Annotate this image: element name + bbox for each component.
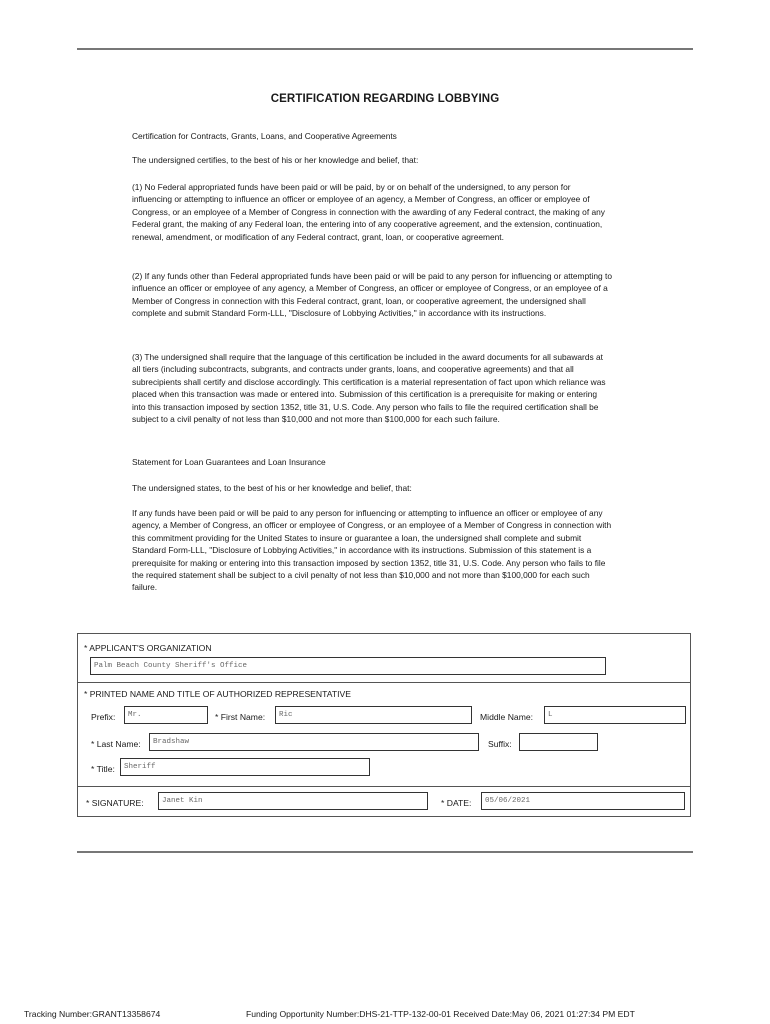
prefix-field[interactable]: Mr. <box>124 706 208 724</box>
rep-heading: * PRINTED NAME AND TITLE OF AUTHORIZED REPRESENTATIVE <box>84 689 351 699</box>
paragraph-4: If any funds have been paid or will be paid to any person for influencing or attempting to influence an officer or employee of any agency, a Member of Congress, an officer or employee of Congress, or an employee of a Member of Congress in connection with this commitment providing for the United States to insure or guarantee a loan, the undersigned shall complete and submit Standard Form-LLL, "Disclosure of Lobbying Activities," in accordance with its instructions. Submission of this statement is a prerequisite for making or entering into this transaction imposed by section 1352, title 31, U.S. Code. Any person who fails to file the required statement shall be subject to a civil penalty of not less than $10,000 and not more than $100,000 for each such failure. <box>132 508 612 593</box>
last-name-field[interactable]: Bradshaw <box>149 733 479 751</box>
signature-label: * SIGNATURE: <box>86 798 144 808</box>
bottom-rule <box>77 851 693 853</box>
date-field[interactable]: 05/06/2021 <box>481 792 685 810</box>
tracking-number: Tracking Number:GRANT13358674 <box>24 1009 161 1019</box>
intro-states: The undersigned states, to the best of his or her knowledge and belief, that: <box>132 483 412 493</box>
prefix-label: Prefix: <box>91 712 116 722</box>
paragraph-2: (2) If any funds other than Federal appropriated funds have been paid or will be paid to any person for influencing or attempting to influence an officer or employee of any agency, a Member of Congress, an officer or employee of Congress, or an employee of a Member of Congress in connection with this Federal contract, grant, loan, or cooperative agreement, the undersigned shall complete and submit Standard Form-LLL, "Disclosure of Lobbying Activities," in accordance with its instructions. <box>132 271 613 319</box>
title-field[interactable]: Sheriff <box>120 758 370 776</box>
section-heading-loan: Statement for Loan Guarantees and Loan Insurance <box>132 457 326 467</box>
paragraph-1: (1) No Federal appropriated funds have been paid or will be paid, by or on behalf of the undersigned, to any person for influencing or attempting to influence an officer or employee of an agency, a Member of Congress, an officer or employee of Congress, or an employee of a Member of Congress in connection with the awarding of any Federal contract, the making of any Federal grant, the making of any Federal loan, the entering into of any cooperative agreement, and the extension, continuation, renewal, amendment, or modification of any Federal contract, grant, loan, or cooperative agreement. <box>132 182 605 242</box>
paragraph-3: (3) The undersigned shall require that the language of this certification be included in the award documents for all subawards at all tiers (including subcontracts, subgrants, and contracts under grants, loans, and cooperative agreements) and that all subrecipients shall certify and disclose accordingly. This certification is a material representation of fact upon which reliance was placed when this transaction was made or entered into. Submission of this certification is a prerequisite for making or entering into this transaction imposed by section 1352, title 31, U.S. Code. Any person who fails to file the required certification shall be subject to a civil penalty of not less than $10,000 and not more than $100,000 for each such failure. <box>132 352 606 425</box>
date-label: * DATE: <box>441 798 472 808</box>
intro-certifies: The undersigned certifies, to the best of his or her knowledge and belief, that: <box>132 155 419 165</box>
signature-field[interactable]: Janet Kin <box>158 792 428 810</box>
org-label: * APPLICANT'S ORGANIZATION <box>84 643 212 653</box>
page-title: CERTIFICATION REGARDING LOBBYING <box>270 93 500 105</box>
top-rule <box>77 48 693 50</box>
certification-form <box>77 633 691 817</box>
org-field[interactable]: Palm Beach County Sheriff's Office <box>90 657 606 675</box>
suffix-field[interactable] <box>519 733 598 751</box>
title-label: * Title: <box>91 764 115 774</box>
last-name-label: * Last Name: <box>91 739 141 749</box>
section-heading-contracts: Certification for Contracts, Grants, Loans, and Cooperative Agreements <box>132 131 397 141</box>
first-name-field[interactable]: Ric <box>275 706 472 724</box>
funding-info: Funding Opportunity Number:DHS-21-TTP-132-00-01 Received Date:May 06, 2021 01:27:34 PM EDT <box>246 1009 635 1019</box>
middle-name-field[interactable]: L <box>544 706 686 724</box>
section-divider <box>78 682 690 683</box>
signature-divider <box>78 786 690 787</box>
middle-name-label: Middle Name: <box>480 712 534 722</box>
first-name-label: * First Name: <box>215 712 266 722</box>
suffix-label: Suffix: <box>488 739 512 749</box>
